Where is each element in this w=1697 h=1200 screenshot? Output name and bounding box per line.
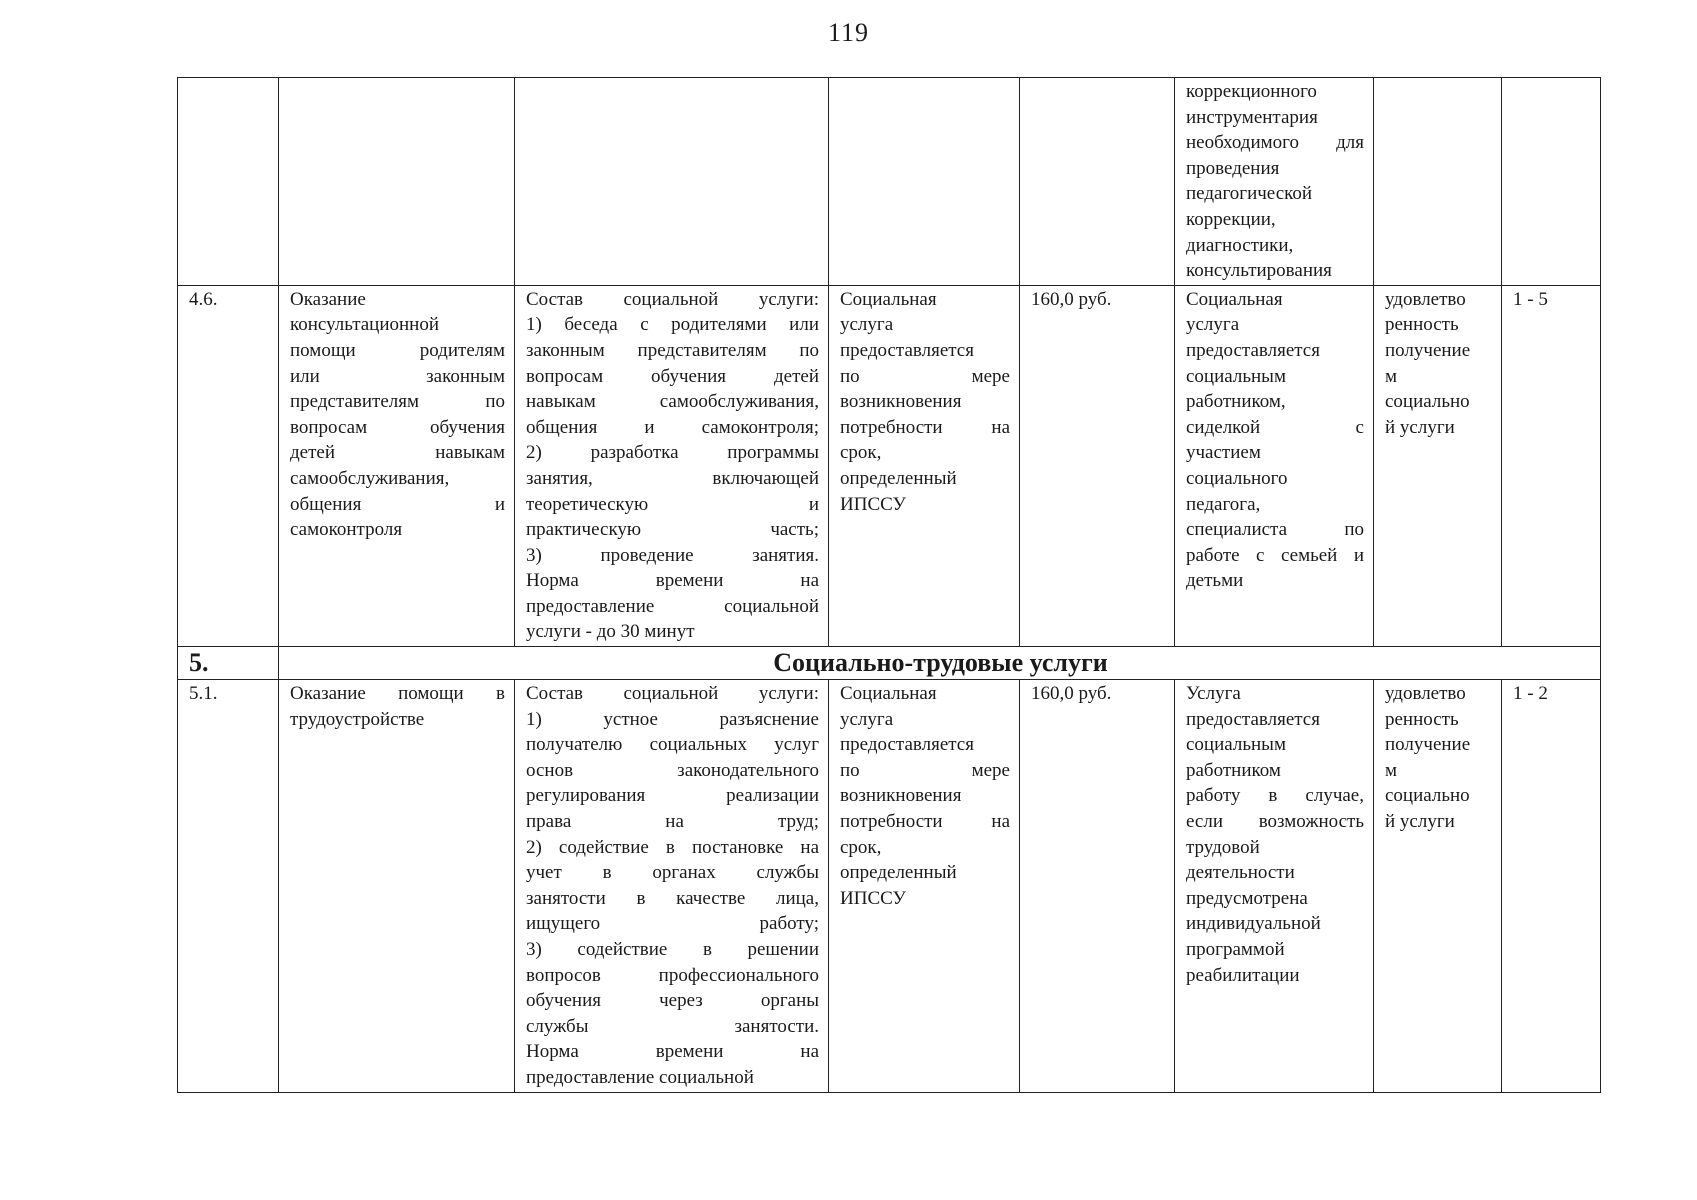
text-line: навыкам самообслуживания, bbox=[526, 391, 819, 413]
text-line: услуга bbox=[1186, 314, 1240, 336]
text-line: детей навыкам bbox=[290, 442, 505, 464]
text-line: вопросам обучения bbox=[290, 416, 505, 438]
text-line: необходимого для bbox=[1186, 132, 1364, 154]
text-line: услуга bbox=[840, 314, 894, 336]
cell-service-term bbox=[829, 680, 1020, 1093]
cell-service-description bbox=[515, 285, 829, 646]
cell-service-term bbox=[829, 285, 1020, 646]
text-line: если возможность bbox=[1186, 811, 1364, 833]
text-line: 2) содействие в постановке на bbox=[526, 836, 819, 858]
text-line: занятости в качестве лица, bbox=[526, 887, 819, 909]
text-line: диагностики, bbox=[1186, 234, 1294, 256]
cell-quality bbox=[1374, 78, 1502, 286]
cell-price: 160,0 руб. bbox=[1020, 680, 1175, 1093]
text-line: проведения bbox=[1186, 157, 1280, 179]
text-line: получение bbox=[1385, 339, 1471, 361]
text-line: специалиста по bbox=[1186, 519, 1364, 541]
text-line: педагога, bbox=[1186, 493, 1261, 515]
text-line: работником, bbox=[1186, 391, 1286, 413]
cell-conditions bbox=[1175, 680, 1374, 1093]
text-line: вопросов профессионального bbox=[526, 964, 819, 986]
text-line: 1) устное разъяснение bbox=[526, 708, 819, 730]
text-line: консультирования bbox=[1186, 260, 1332, 282]
text-line: программой bbox=[1186, 939, 1285, 960]
text-line: трудоустройстве bbox=[290, 708, 425, 730]
text-line: м bbox=[1385, 759, 1398, 781]
text-line: срок, bbox=[840, 836, 882, 858]
text-line: регулирования реализации bbox=[526, 785, 819, 807]
text-line: предоставляется bbox=[1186, 708, 1320, 730]
text-line: получение bbox=[1385, 734, 1471, 756]
text-line: Социальная bbox=[840, 683, 937, 705]
text-line: коррекции, bbox=[1186, 208, 1276, 230]
text-line: определенный bbox=[840, 467, 957, 489]
text-line: социального bbox=[1186, 467, 1288, 489]
section-header-row bbox=[178, 647, 1601, 680]
cell-service-description bbox=[515, 680, 829, 1093]
section-number: 5. bbox=[178, 647, 279, 680]
continuation-row bbox=[178, 78, 1601, 286]
cell-service-name bbox=[279, 78, 515, 286]
cell-service-term bbox=[829, 78, 1020, 286]
cell-service-name bbox=[279, 285, 515, 646]
text-line: основ законодательного bbox=[526, 759, 819, 781]
text-line: й услуги bbox=[1385, 811, 1455, 833]
text-line: социально bbox=[1385, 391, 1470, 413]
text-line: или законным bbox=[290, 365, 505, 387]
text-line: законным представителям по bbox=[526, 339, 819, 361]
text-line: потребности на bbox=[840, 416, 1010, 438]
text-line: предоставление социальной bbox=[526, 595, 819, 617]
text-line: педагогической bbox=[1186, 183, 1313, 205]
text-line: вопросам обучения детей bbox=[526, 365, 819, 387]
text-line: предоставляется bbox=[1186, 339, 1320, 361]
text-line: потребности на bbox=[840, 811, 1010, 833]
cell-rating: 1 - 2 bbox=[1502, 680, 1601, 1093]
text-line: Оказание помощи в bbox=[290, 683, 505, 705]
text-line: детьми bbox=[1186, 570, 1244, 592]
text-line: м bbox=[1385, 365, 1398, 387]
cell-price: 160,0 руб. bbox=[1020, 285, 1175, 646]
text-line: службы занятости. bbox=[526, 1015, 819, 1037]
table-row-5-1 bbox=[178, 680, 1601, 1093]
text-line: 2) разработка программы bbox=[526, 442, 819, 464]
text-line: обучения через органы bbox=[526, 990, 819, 1012]
text-line: деятельности bbox=[1186, 862, 1295, 884]
page-number: 119 bbox=[827, 18, 870, 47]
text-line: ренность bbox=[1385, 708, 1459, 730]
text-line: услуги - до 30 минут bbox=[526, 621, 695, 643]
text-line: права на труд; bbox=[526, 811, 819, 833]
cell-price bbox=[1020, 78, 1175, 286]
text-line: определенный bbox=[840, 862, 957, 884]
text-line: удовлетво bbox=[1385, 683, 1466, 705]
text-line: сиделкой с bbox=[1186, 416, 1364, 438]
text-line: Социальная bbox=[840, 288, 937, 310]
text-line: ренность bbox=[1385, 314, 1459, 336]
text-line: по мере bbox=[840, 759, 1010, 781]
cell-rating: 1 - 5 bbox=[1502, 285, 1601, 646]
text-line: участием bbox=[1186, 442, 1261, 464]
cell-conditions bbox=[1175, 285, 1374, 646]
text-line: Состав социальной услуги: bbox=[526, 288, 819, 310]
cell-number bbox=[178, 78, 279, 286]
text-line: предоставляется bbox=[840, 339, 974, 361]
text-line: предусмотрена bbox=[1186, 887, 1308, 909]
text-line: по мере bbox=[840, 365, 1010, 387]
cell-quality bbox=[1374, 680, 1502, 1093]
text-line: возникновения bbox=[840, 785, 962, 807]
text-line: работником bbox=[1186, 759, 1281, 781]
cell-rating bbox=[1502, 78, 1601, 286]
text-line: общения и bbox=[290, 493, 505, 515]
text-line: й услуги bbox=[1385, 416, 1455, 438]
text-line: Услуга bbox=[1186, 683, 1241, 705]
text-line: Норма времени на bbox=[526, 570, 819, 592]
text-line: инструментария bbox=[1186, 106, 1318, 128]
text-line: занятия, включающей bbox=[526, 467, 819, 489]
services-table bbox=[177, 77, 1601, 1093]
section-title: Социально-трудовые услуги bbox=[279, 647, 1601, 680]
text-line: помощи родителям bbox=[290, 339, 505, 361]
text-line: самообслуживания, bbox=[290, 467, 450, 489]
text-line: ИПССУ bbox=[840, 493, 906, 515]
text-line: коррекционного bbox=[1186, 81, 1317, 102]
text-line: социальным bbox=[1186, 734, 1286, 756]
text-line: трудовой bbox=[1186, 836, 1260, 858]
text-line: предоставляется bbox=[840, 734, 974, 756]
text-line: теоретическую и bbox=[526, 493, 819, 515]
text-line: ищущего работу; bbox=[526, 913, 819, 935]
text-line: индивидуальной bbox=[1186, 913, 1321, 935]
text-line: учет в органах службы bbox=[526, 862, 819, 884]
text-line: удовлетво bbox=[1385, 288, 1466, 310]
text-line: Оказание bbox=[290, 288, 366, 310]
text-line: социально bbox=[1385, 785, 1470, 807]
text-line: Состав социальной услуги: bbox=[526, 683, 819, 705]
cell-conditions bbox=[1175, 78, 1374, 286]
text-line: 1) беседа с родителями или bbox=[526, 314, 819, 336]
text-line: срок, bbox=[840, 442, 882, 464]
table-row-4-6 bbox=[178, 285, 1601, 646]
text-line: предоставление социальной bbox=[526, 1066, 754, 1088]
text-line: Социальная bbox=[1186, 288, 1283, 310]
text-line: услуга bbox=[840, 708, 894, 730]
text-line: работе с семьей и bbox=[1186, 544, 1364, 566]
text-line: представителям по bbox=[290, 391, 505, 413]
text-line: 3) проведение занятия. bbox=[526, 544, 819, 566]
text-line: самоконтроля bbox=[290, 519, 403, 541]
cell-service-description bbox=[515, 78, 829, 286]
text-line: возникновения bbox=[840, 391, 962, 413]
cell-service-name bbox=[279, 680, 515, 1093]
text-line: 3) содействие в решении bbox=[526, 939, 819, 960]
text-line: реабилитации bbox=[1186, 964, 1300, 986]
cell-number: 4.6. bbox=[178, 285, 279, 646]
text-line: консультационной bbox=[290, 314, 440, 336]
text-line: социальным bbox=[1186, 365, 1286, 387]
text-line: общения и самоконтроля; bbox=[526, 416, 819, 438]
text-line: получателю социальных услуг bbox=[526, 734, 819, 756]
cell-number: 5.1. bbox=[178, 680, 279, 1093]
text-line: Норма времени на bbox=[526, 1041, 819, 1063]
text-line: ИПССУ bbox=[840, 887, 906, 909]
text-line: практическую часть; bbox=[526, 519, 819, 541]
text-line: работу в случае, bbox=[1186, 785, 1364, 807]
cell-quality bbox=[1374, 285, 1502, 646]
